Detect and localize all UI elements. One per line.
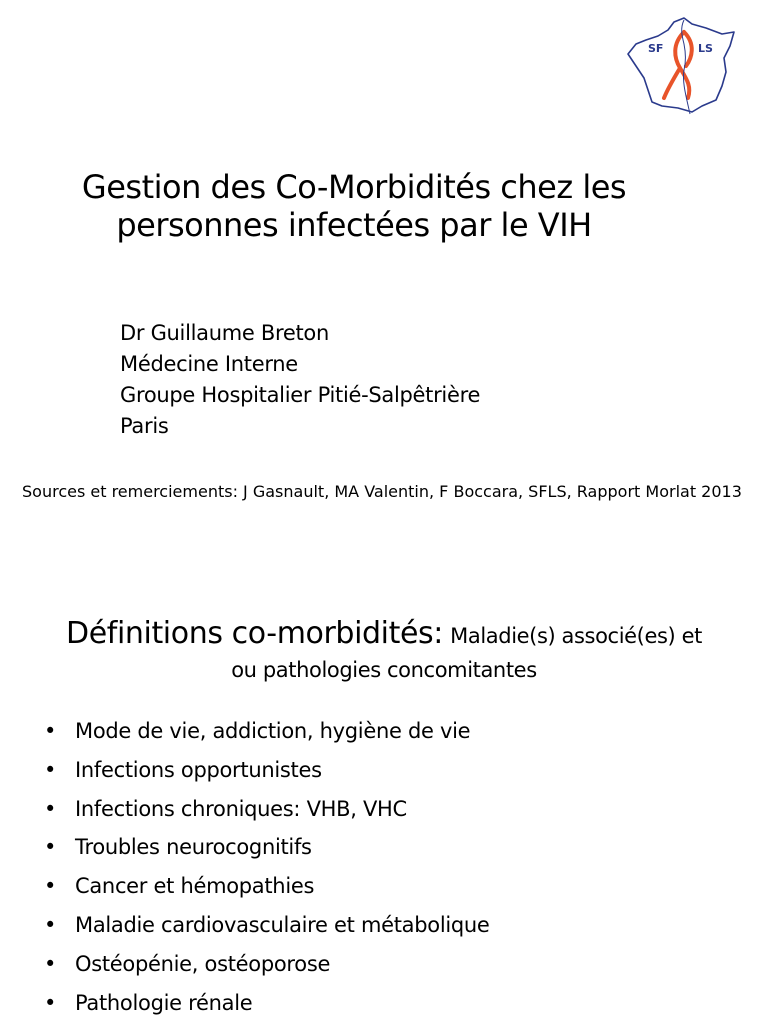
list-item-text: Infections chroniques: VHB, VHC	[75, 796, 407, 821]
list-item	[44, 945, 490, 984]
author-name: Dr Guillaume Breton	[120, 321, 329, 345]
list-item-text: Ostéopénie, ostéoporose	[75, 951, 331, 976]
list-item	[44, 712, 490, 751]
bullet-icon: •	[44, 835, 57, 860]
comorbidity-list	[44, 712, 490, 1022]
list-item	[44, 790, 490, 829]
list-item-text: Maladie cardiovasculaire et métabolique	[75, 912, 490, 937]
list-item	[44, 984, 490, 1023]
bullet-icon: •	[44, 912, 57, 937]
bullet-icon: •	[44, 719, 57, 743]
author-hospital: Groupe Hospitalier Pitié-Salpêtrière	[120, 383, 481, 407]
list-item	[44, 867, 490, 906]
definitions-title-main: Définitions co-morbidités:	[66, 616, 443, 651]
slide-title-line-2: personnes infectées par le VIH	[116, 206, 592, 244]
list-item	[44, 828, 490, 867]
bullet-icon: •	[44, 796, 57, 821]
bullet-icon: •	[44, 874, 57, 899]
bullet-icon: •	[44, 757, 57, 782]
list-item	[44, 906, 490, 945]
list-item-text: Troubles neurocognitifs	[75, 835, 312, 860]
list-item-text: Cancer et hémopathies	[75, 874, 315, 899]
author-block	[120, 318, 480, 442]
author-department: Médecine Interne	[120, 352, 298, 376]
list-item	[44, 751, 490, 790]
sources-acknowledgements: Sources et remerciements: J Gasnault, MA Valentin, F Boccara, SFLS, Rapport Morlat 2013	[22, 482, 742, 501]
author-city: Paris	[120, 414, 169, 438]
definitions-title-line-2: ou pathologies concomitantes	[231, 658, 537, 682]
sfls-logo	[622, 14, 742, 118]
slide-title-line-1: Gestion des Co-Morbidités chez les	[81, 168, 627, 206]
definitions-title-rest: Maladie(s) associé(es) et	[450, 624, 702, 648]
list-item-text: Mode de vie, addiction, hygiène de vie	[75, 719, 471, 743]
definitions-slide	[0, 590, 768, 1024]
definitions-title	[20, 614, 748, 686]
bullet-icon: •	[44, 990, 57, 1015]
slide-title	[40, 168, 668, 244]
bullet-icon: •	[44, 951, 57, 976]
list-item-text: Infections opportunistes	[75, 757, 322, 782]
logo-left-text: SF	[648, 42, 664, 55]
logo-right-text: LS	[698, 42, 713, 55]
sfls-logo-icon	[622, 14, 742, 118]
list-item-text: Pathologie rénale	[75, 990, 253, 1015]
